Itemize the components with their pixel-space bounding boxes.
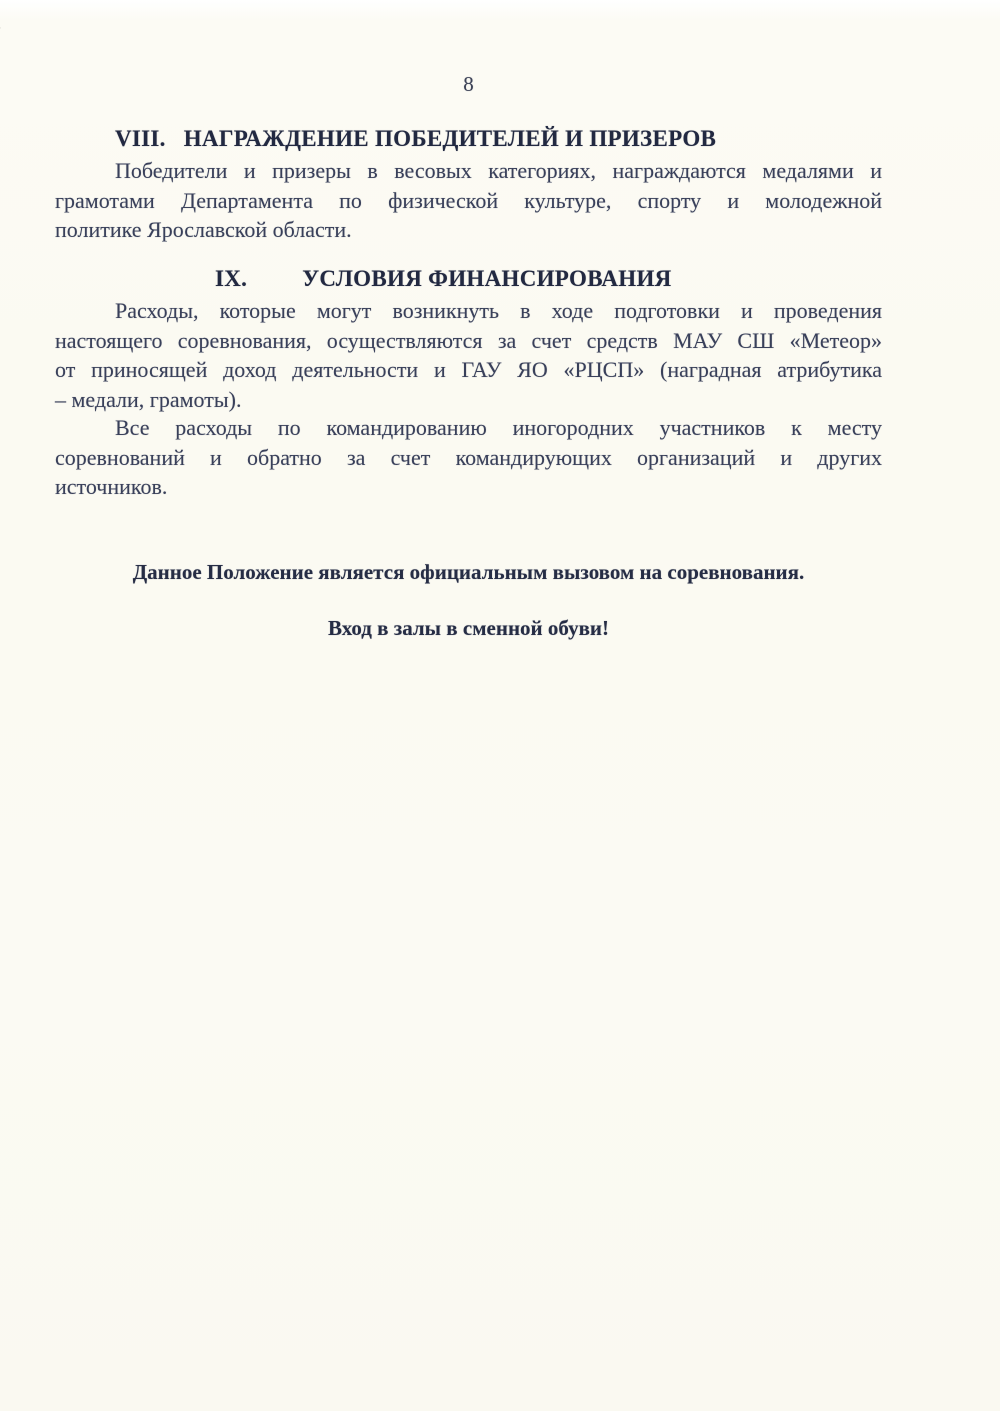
financing-paragraph	[55, 296, 882, 414]
paragraph-line: – медали, грамоты).	[55, 386, 242, 412]
paragraph-line: грамотами Департамента по физической культуре, спорту и молодежной	[55, 187, 882, 213]
section-heading-financing	[215, 266, 672, 292]
travel-expenses-paragraph	[55, 413, 882, 502]
section-number: VIII.	[115, 126, 166, 151]
paragraph-line: Расходы, которые могут возникнуть в ходе подготовки и проведения	[115, 298, 882, 323]
paragraph-line: соревнований и обратно за счет командирующих организаций и других	[55, 444, 882, 470]
paragraph-line: источников.	[55, 474, 168, 499]
paragraph-line: политике Ярославской области.	[55, 217, 352, 242]
section-title: УСЛОВИЯ ФИНАНСИРОВАНИЯ	[302, 266, 672, 291]
section-title: НАГРАЖДЕНИЕ ПОБЕДИТЕЛЕЙ И ПРИЗЕРОВ	[183, 126, 717, 151]
paragraph-line: Победители и призеры в весовых категориях, награждаются медалями и	[115, 158, 882, 183]
awards-paragraph	[55, 156, 882, 245]
pen-scan-artifact	[0, 26, 1, 60]
change-shoes-statement: Вход в залы в сменной обуви!	[327, 616, 610, 640]
paragraph-line: от приносящей доход деятельности и ГАУ ЯО «РЦСП» (наградная атрибутика	[55, 357, 882, 382]
paragraph-line: настоящего соревнования, осуществляются за счет средств МАУ СШ «Метеор»	[55, 327, 882, 353]
paragraph-line: Все расходы по командированию иногородних участников к месту	[115, 415, 882, 440]
section-heading-awards	[115, 126, 716, 152]
page-number: 8	[463, 72, 474, 96]
section-number: IX.	[215, 266, 248, 291]
official-call-statement: Данное Положение является официальным вызовом на соревнования.	[132, 560, 805, 584]
